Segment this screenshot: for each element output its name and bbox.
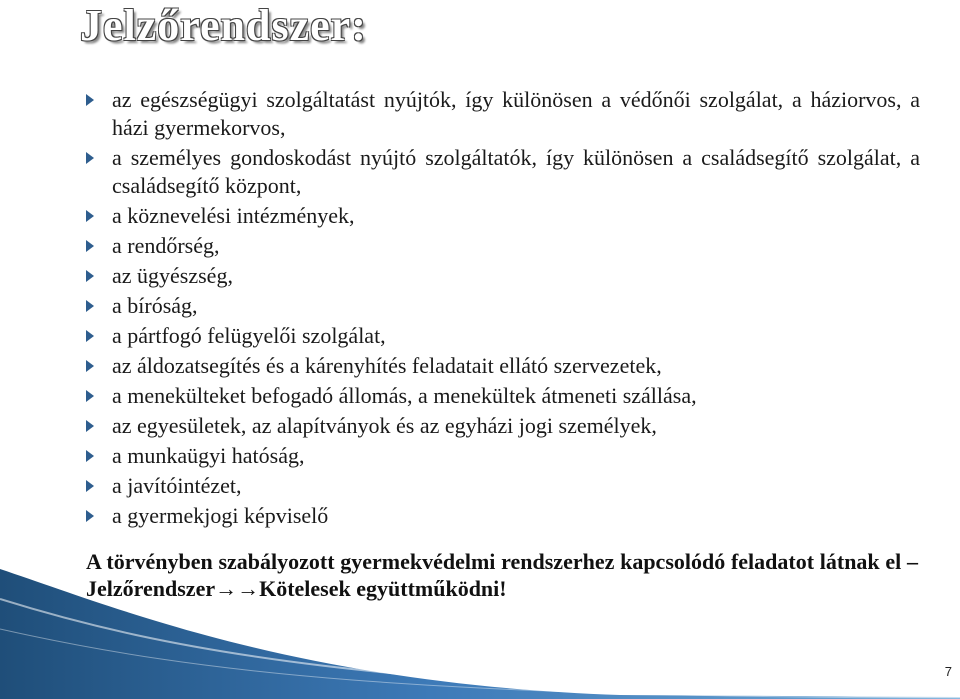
list-item-text: a menekülteket befogadó állomás, a menekültek átmeneti szállása, [112,383,697,408]
list-item-text: az egészségügyi szolgáltatást nyújtók, így különösen a védőnői szolgálat, a háziorvos, a házi gyermekorvos, [112,87,920,140]
list-item [80,292,920,320]
list-item [80,86,920,142]
list-item-text: a bíróság, [112,293,198,318]
slide-title: Jelzőrendszer: [80,1,367,50]
list-item-text: a rendőrség, [112,233,220,258]
page-number: 7 [944,664,952,679]
list-item [80,262,920,290]
triangle-bullet-icon [86,152,94,164]
decorative-swoosh [0,569,960,699]
list-item-text: a köznevelési intézmények, [112,203,355,228]
list-item-text: az áldozatsegítés és a kárenyhítés feladatait ellátó szervezetek, [112,353,662,378]
list-item-text: a munkaügyi hatóság, [112,443,305,468]
list-item [80,322,920,350]
triangle-bullet-icon [86,480,94,492]
triangle-bullet-icon [86,94,94,106]
triangle-bullet-icon [86,240,94,252]
list-item [80,352,920,380]
bullet-list [80,86,920,532]
list-item-text: a javítóintézet, [112,473,242,498]
list-item-text: az egyesületek, az alapítványok és az egyházi jogi személyek, [112,413,657,438]
list-item [80,502,920,530]
triangle-bullet-icon [86,270,94,282]
list-item [80,202,920,230]
list-item [80,232,920,260]
list-item [80,442,920,470]
triangle-bullet-icon [86,210,94,222]
triangle-bullet-icon [86,300,94,312]
list-item-text: a gyermekjogi képviselő [112,503,329,528]
triangle-bullet-icon [86,330,94,342]
list-item-text: a személyes gondoskodást nyújtó szolgáltatók, így különösen a családsegítő szolgálat, a családsegítő központ, [112,145,920,198]
triangle-bullet-icon [86,390,94,402]
triangle-bullet-icon [86,450,94,462]
triangle-bullet-icon [86,510,94,522]
list-item-text: a pártfogó felügyelői szolgálat, [112,323,386,348]
list-item [80,412,920,440]
list-item [80,472,920,500]
list-item [80,144,920,200]
triangle-bullet-icon [86,360,94,372]
triangle-bullet-icon [86,420,94,432]
list-item-text: az ügyészség, [112,263,233,288]
summary-text: A törvényben szabályozott gyermekvédelmi rendszerhez kapcsolódó feladatot látnak el – Jelzőrendszer→→Kötelesek együttműködni! [86,549,918,601]
list-item [80,382,920,410]
